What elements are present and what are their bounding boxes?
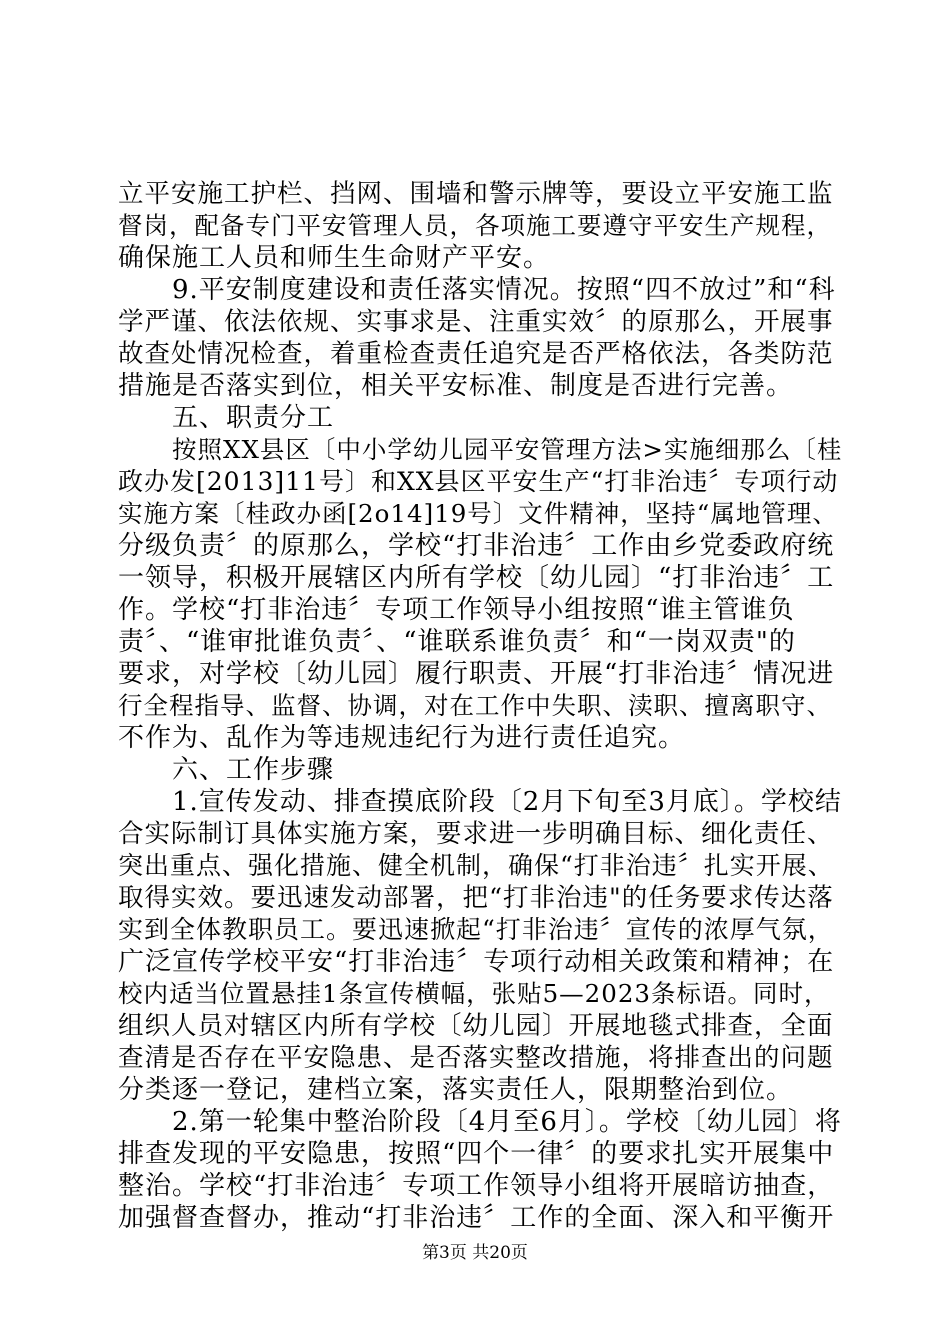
text-line: 故查处情况检查，着重检查责任追究是否严格依法，各类防范 xyxy=(118,339,834,369)
text-line: 分级负责〞的原那么，学校“打非治违〞工作由乡党委政府统 xyxy=(118,531,835,561)
section-heading: 六、工作步骤 xyxy=(172,755,335,785)
text-line: 9.平安制度建设和责任落实情况。按照“四不放过”和“科 xyxy=(172,275,836,305)
text-line: 取得实效。要迅速发动部署，把“打非治违"的任务要求传达落 xyxy=(118,883,834,913)
text-line: 突出重点、强化措施、健全机制，确保“打非治违〞扎实开展、 xyxy=(118,851,834,880)
text-line: 加强督查督办，推动“打非治违〞工作的全面、深入和平衡开 xyxy=(118,1203,835,1233)
text-line: 1.宣传发动、排查摸底阶段〔2月下旬至3月底〕。学校结 xyxy=(172,787,842,817)
text-line: 按照XX县区〔中小学幼儿园平安管理方法>实施细那么〔桂 xyxy=(172,435,843,464)
text-line: 一领导，积极开展辖区内所有学校〔幼儿园〕“打非治违〞工 xyxy=(118,563,835,593)
text-line: 督岗，配备专门平安管理人员，各项施工要遵守平安生产规程， xyxy=(118,211,832,240)
text-line: 2.第一轮集中整治阶段〔4月至6月〕。学校〔幼儿园〕将 xyxy=(172,1107,842,1137)
text-line: 排查发现的平安隐患，按照“四个一律〞的要求扎实开展集中 xyxy=(118,1139,835,1169)
text-line: 查清是否存在平安隐患、是否落实整改措施，将排查出的问题 xyxy=(118,1043,834,1073)
text-line: 不作为、乱作为等违规违纪行为进行责任追究。 xyxy=(118,723,686,753)
text-line: 分类逐一登记，建档立案，落实责任人，限期整治到位。 xyxy=(118,1075,794,1105)
text-line: 措施是否落实到位，相关平安标准、制度是否进行完善。 xyxy=(118,371,794,401)
text-line: 实施方案〔桂政办函[2o14]19号〕文件精神，坚持“属地管理、 xyxy=(118,499,838,528)
page-number-footer: 第3页 共20页 xyxy=(422,1243,528,1263)
text-line: 整治。学校“打非治违〞专项工作领导小组将开展暗访抽查， xyxy=(118,1171,835,1201)
text-line: 实到全体教职员工。要迅速掀起“打非治违〞宣传的浓厚气氛， xyxy=(118,915,834,944)
text-line: 合实际制订具体实施方案，要求进一步明确目标、细化责任、 xyxy=(118,819,834,849)
section-heading: 五、职责分工 xyxy=(172,403,335,433)
text-line: 要求，对学校〔幼儿园〕履行职责、开展“打非治违〞情况进 xyxy=(118,659,835,689)
text-line: 行全程指导、监督、协调，对在工作中失职、渎职、擅离职守、 xyxy=(118,691,832,720)
text-line: 作。学校“打非治违〞专项工作领导小组按照“谁主管谁负 xyxy=(118,595,795,625)
text-line: 组织人员对辖区内所有学校〔幼儿园〕开展地毯式排查，全面 xyxy=(118,1011,834,1041)
text-line: 责〞、“谁审批谁负责〞、“谁联系谁负责〞和“一岗双责"的 xyxy=(118,627,796,657)
text-line: 政办发[2013]11号〕和XX县区平安生产“打非治违〞专项行动 xyxy=(118,467,839,496)
text-line: 学严谨、依法依规、实事求是、注重实效〞的原那么，开展事 xyxy=(118,307,834,337)
text-line: 校内适当位置悬挂1条宣传横幅，张贴5—2023条标语。同时， xyxy=(118,979,830,1008)
text-line: 立平安施工护栏、挡网、围墙和警示牌等，要设立平安施工监 xyxy=(118,179,834,209)
text-line: 确保施工人员和师生生命财产平安。 xyxy=(118,243,551,273)
text-line: 广泛宣传学校平安“打非治违〞专项行动相关政策和精神；在 xyxy=(118,947,835,977)
